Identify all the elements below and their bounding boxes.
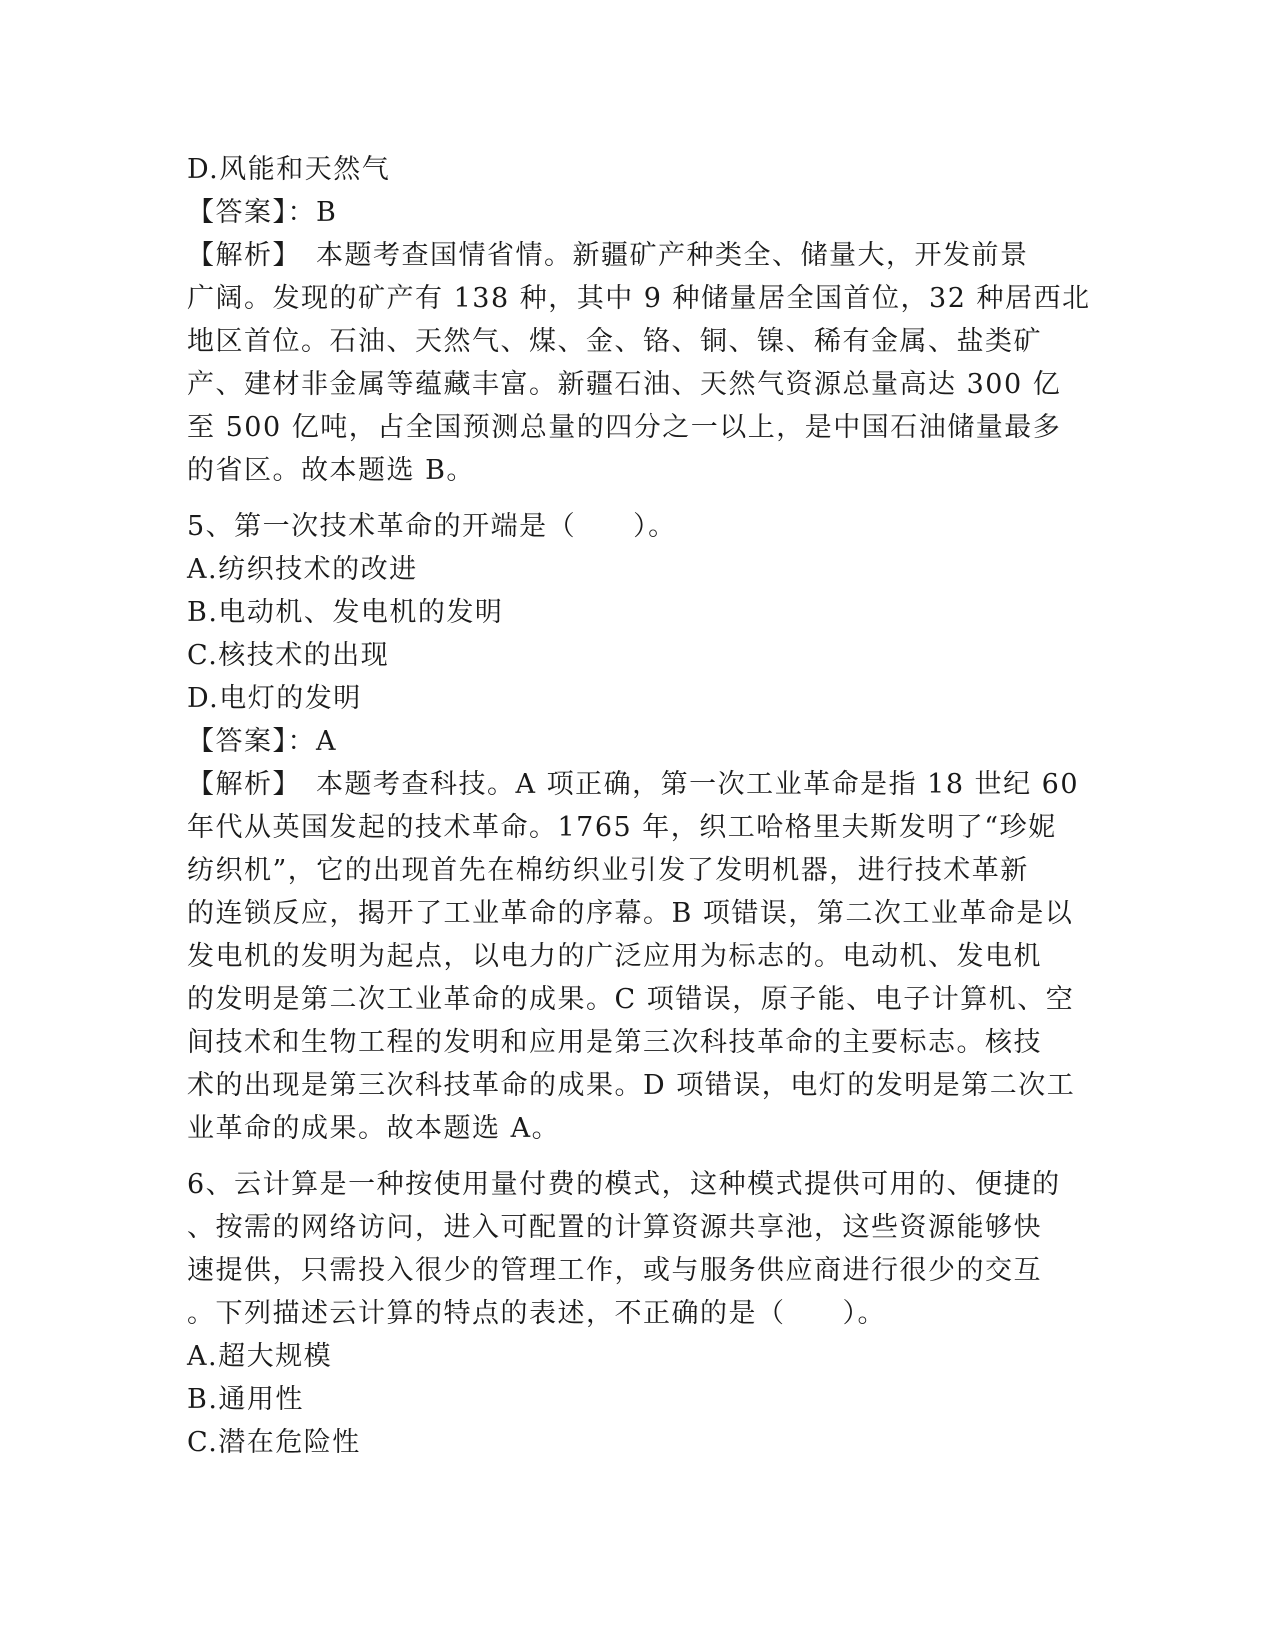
- q4-option-d: D.风能和天然气: [187, 154, 391, 185]
- q4-analysis: [187, 234, 1091, 492]
- q4-analysis-line: 的省区。故本题选 B。: [187, 455, 475, 486]
- page-content: [187, 148, 1091, 1464]
- q4-analysis-line: 至 500 亿吨，占全国预测总量的四分之一以上，是中国石油储量最多: [187, 412, 1062, 443]
- q5-option-a: A.纺织技术的改进: [187, 554, 418, 585]
- q5-analysis-line: 业革命的成果。故本题选 A。: [187, 1113, 561, 1144]
- q5-analysis: [187, 763, 1087, 1150]
- q6-question-line: 6、云计算是一种按使用量付费的模式，这种模式提供可用的、便捷的: [187, 1169, 1061, 1200]
- q6-option-a: A.超大规模: [187, 1341, 333, 1372]
- q4-analysis-line: 地区首位。石油、天然气、煤、金、铬、铜、镍、稀有金属、盐类矿: [187, 326, 1042, 357]
- q6-option-b: B.通用性: [187, 1384, 304, 1415]
- q4-analysis-line: 广阔。发现的矿产有 138 种，其中 9 种储量居全国首位，32 种居西北: [187, 283, 1091, 314]
- q4-answer: 【答案】：B: [187, 197, 338, 228]
- q5-question: 5、第一次技术革命的开端是（ ）。: [187, 511, 677, 542]
- q5-analysis-line: 术的出现是第三次科技革命的成果。D 项错误，电灯的发明是第二次工: [187, 1070, 1076, 1101]
- q5-analysis-line: 纺织机”，它的出现首先在棉纺织业引发了发明机器，进行技术革新: [187, 855, 1029, 886]
- q5-analysis-line: 【解析】 本题考查科技。A 项正确，第一次工业革命是指 18 世纪 60: [187, 769, 1080, 800]
- q5-analysis-line: 的发明是第二次工业革命的成果。C 项错误，原子能、电子计算机、空: [187, 984, 1075, 1015]
- q5-option-b: B.电动机、发电机的发明: [187, 597, 504, 628]
- spacer: [187, 1150, 1087, 1163]
- q6-question-line: 。下列描述云计算的特点的表述，不正确的是（ ）。: [187, 1298, 886, 1329]
- q5-option-c: C.核技术的出现: [187, 640, 390, 671]
- q6-question: [187, 1163, 1087, 1335]
- q5-analysis-line: 间技术和生物工程的发明和应用是第三次科技革命的主要标志。核技: [187, 1027, 1042, 1058]
- q4-analysis-line: 【解析】 本题考查国情省情。新疆矿产种类全、储量大，开发前景: [187, 240, 1029, 271]
- spacer: [187, 492, 1087, 505]
- q6-question-line: 、按需的网络访问，进入可配置的计算资源共享池，这些资源能够快: [187, 1212, 1042, 1243]
- q5-option-d: D.电灯的发明: [187, 683, 362, 714]
- q5-analysis-line: 年代从英国发起的技术革命。1765 年，织工哈格里夫斯发明了“珍妮: [187, 812, 1057, 843]
- q5-analysis-line: 发电机的发明为起点，以电力的广泛应用为标志的。电动机、发电机: [187, 941, 1042, 972]
- q5-answer: 【答案】：A: [187, 726, 337, 757]
- q4-analysis-line: 产、建材非金属等蕴藏丰富。新疆石油、天然气资源总量高达 300 亿: [187, 369, 1062, 400]
- q6-option-c: C.潜在危险性: [187, 1427, 361, 1458]
- q5-analysis-line: 的连锁反应，揭开了工业革命的序幕。B 项错误，第二次工业革命是以: [187, 898, 1074, 929]
- q6-question-line: 速提供，只需投入很少的管理工作，或与服务供应商进行很少的交互: [187, 1255, 1042, 1286]
